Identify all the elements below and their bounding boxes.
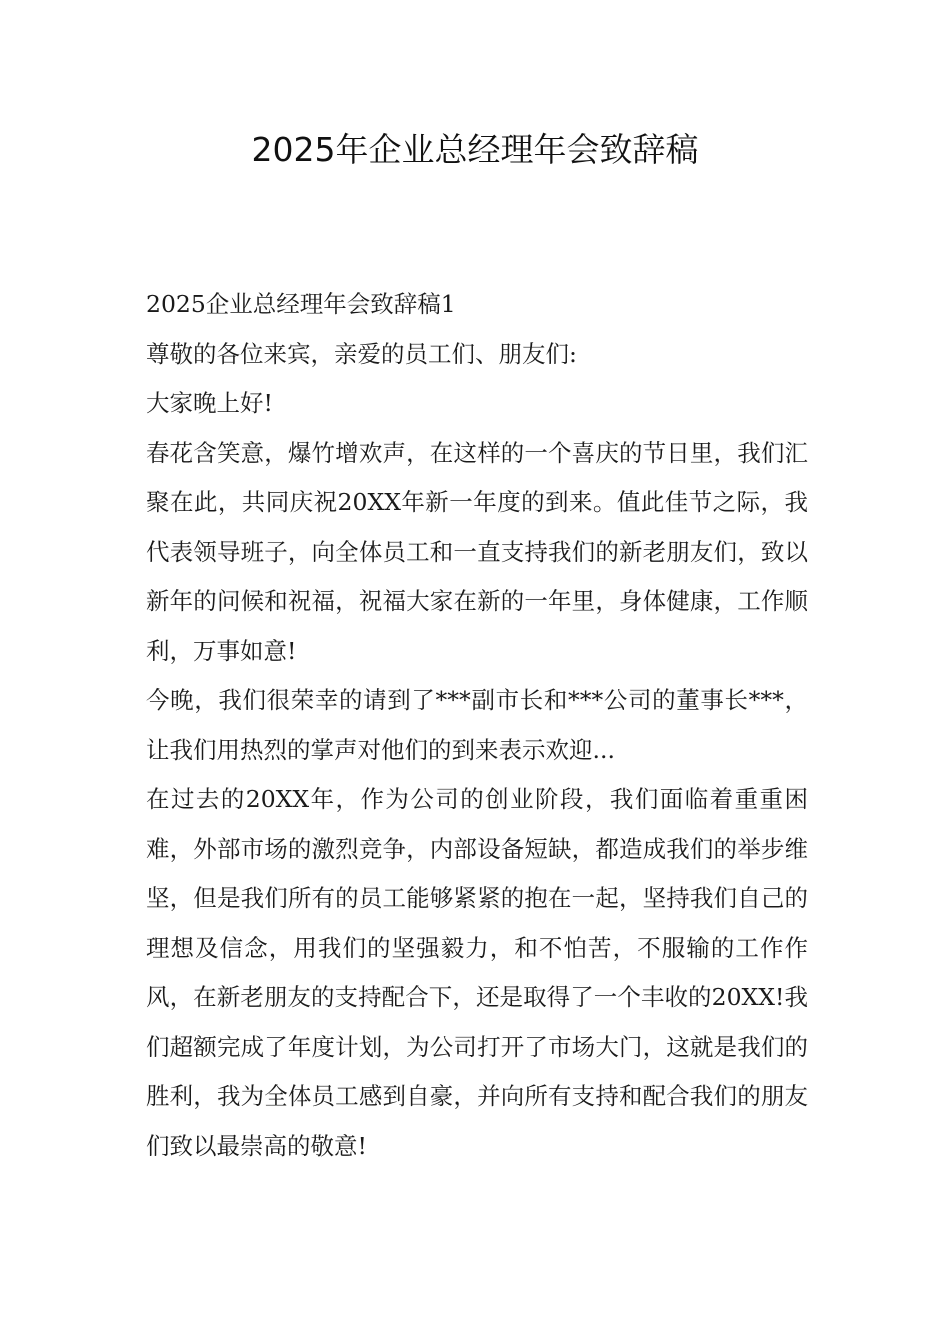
document-title: 2025年企业总经理年会致辞稿	[251, 130, 699, 169]
body-paragraph: 春花含笑意，爆竹增欢声，在这样的一个喜庆的节日里，我们汇聚在此，共同庆祝20XX年新一年度的到来。值此佳节之际，我代表领导班子，向全体员工和一直支持我们的新老朋友们，致以新年的问候和祝福，祝福大家在新的一年里，身体健康，工作顺利，万事如意!	[146, 438, 808, 665]
body-paragraph: 今晚，我们很荣幸的请到了***副市长和***公司的董事长***，让我们用热烈的掌声对他们的到来表示欢迎...	[146, 686, 808, 764]
section-heading: 2025企业总经理年会致辞稿1	[146, 290, 456, 318]
greeting-paragraph: 大家晚上好!	[146, 389, 273, 417]
salutation-paragraph: 尊敬的各位来宾，亲爱的员工们、朋友们:	[146, 339, 577, 368]
document-body	[146, 280, 808, 1171]
body-paragraph: 在过去的20XX年，作为公司的创业阶段，我们面临着重重困难，外部市场的激烈竞争，内部设备短缺，都造成我们的举步维坚，但是我们所有的员工能够紧紧的抱在一起，坚持我们自己的理想及信念，用我们的坚强毅力，和不怕苦，不服输的工作作风，在新老朋友的支持配合下，还是取得了一个丰收的20XX!我们超额完成了年度计划，为公司打开了市场大门，这就是我们的胜利，我为全体员工感到自豪，并向所有支持和配合我们的朋友们致以最崇高的敬意!	[146, 785, 808, 1160]
